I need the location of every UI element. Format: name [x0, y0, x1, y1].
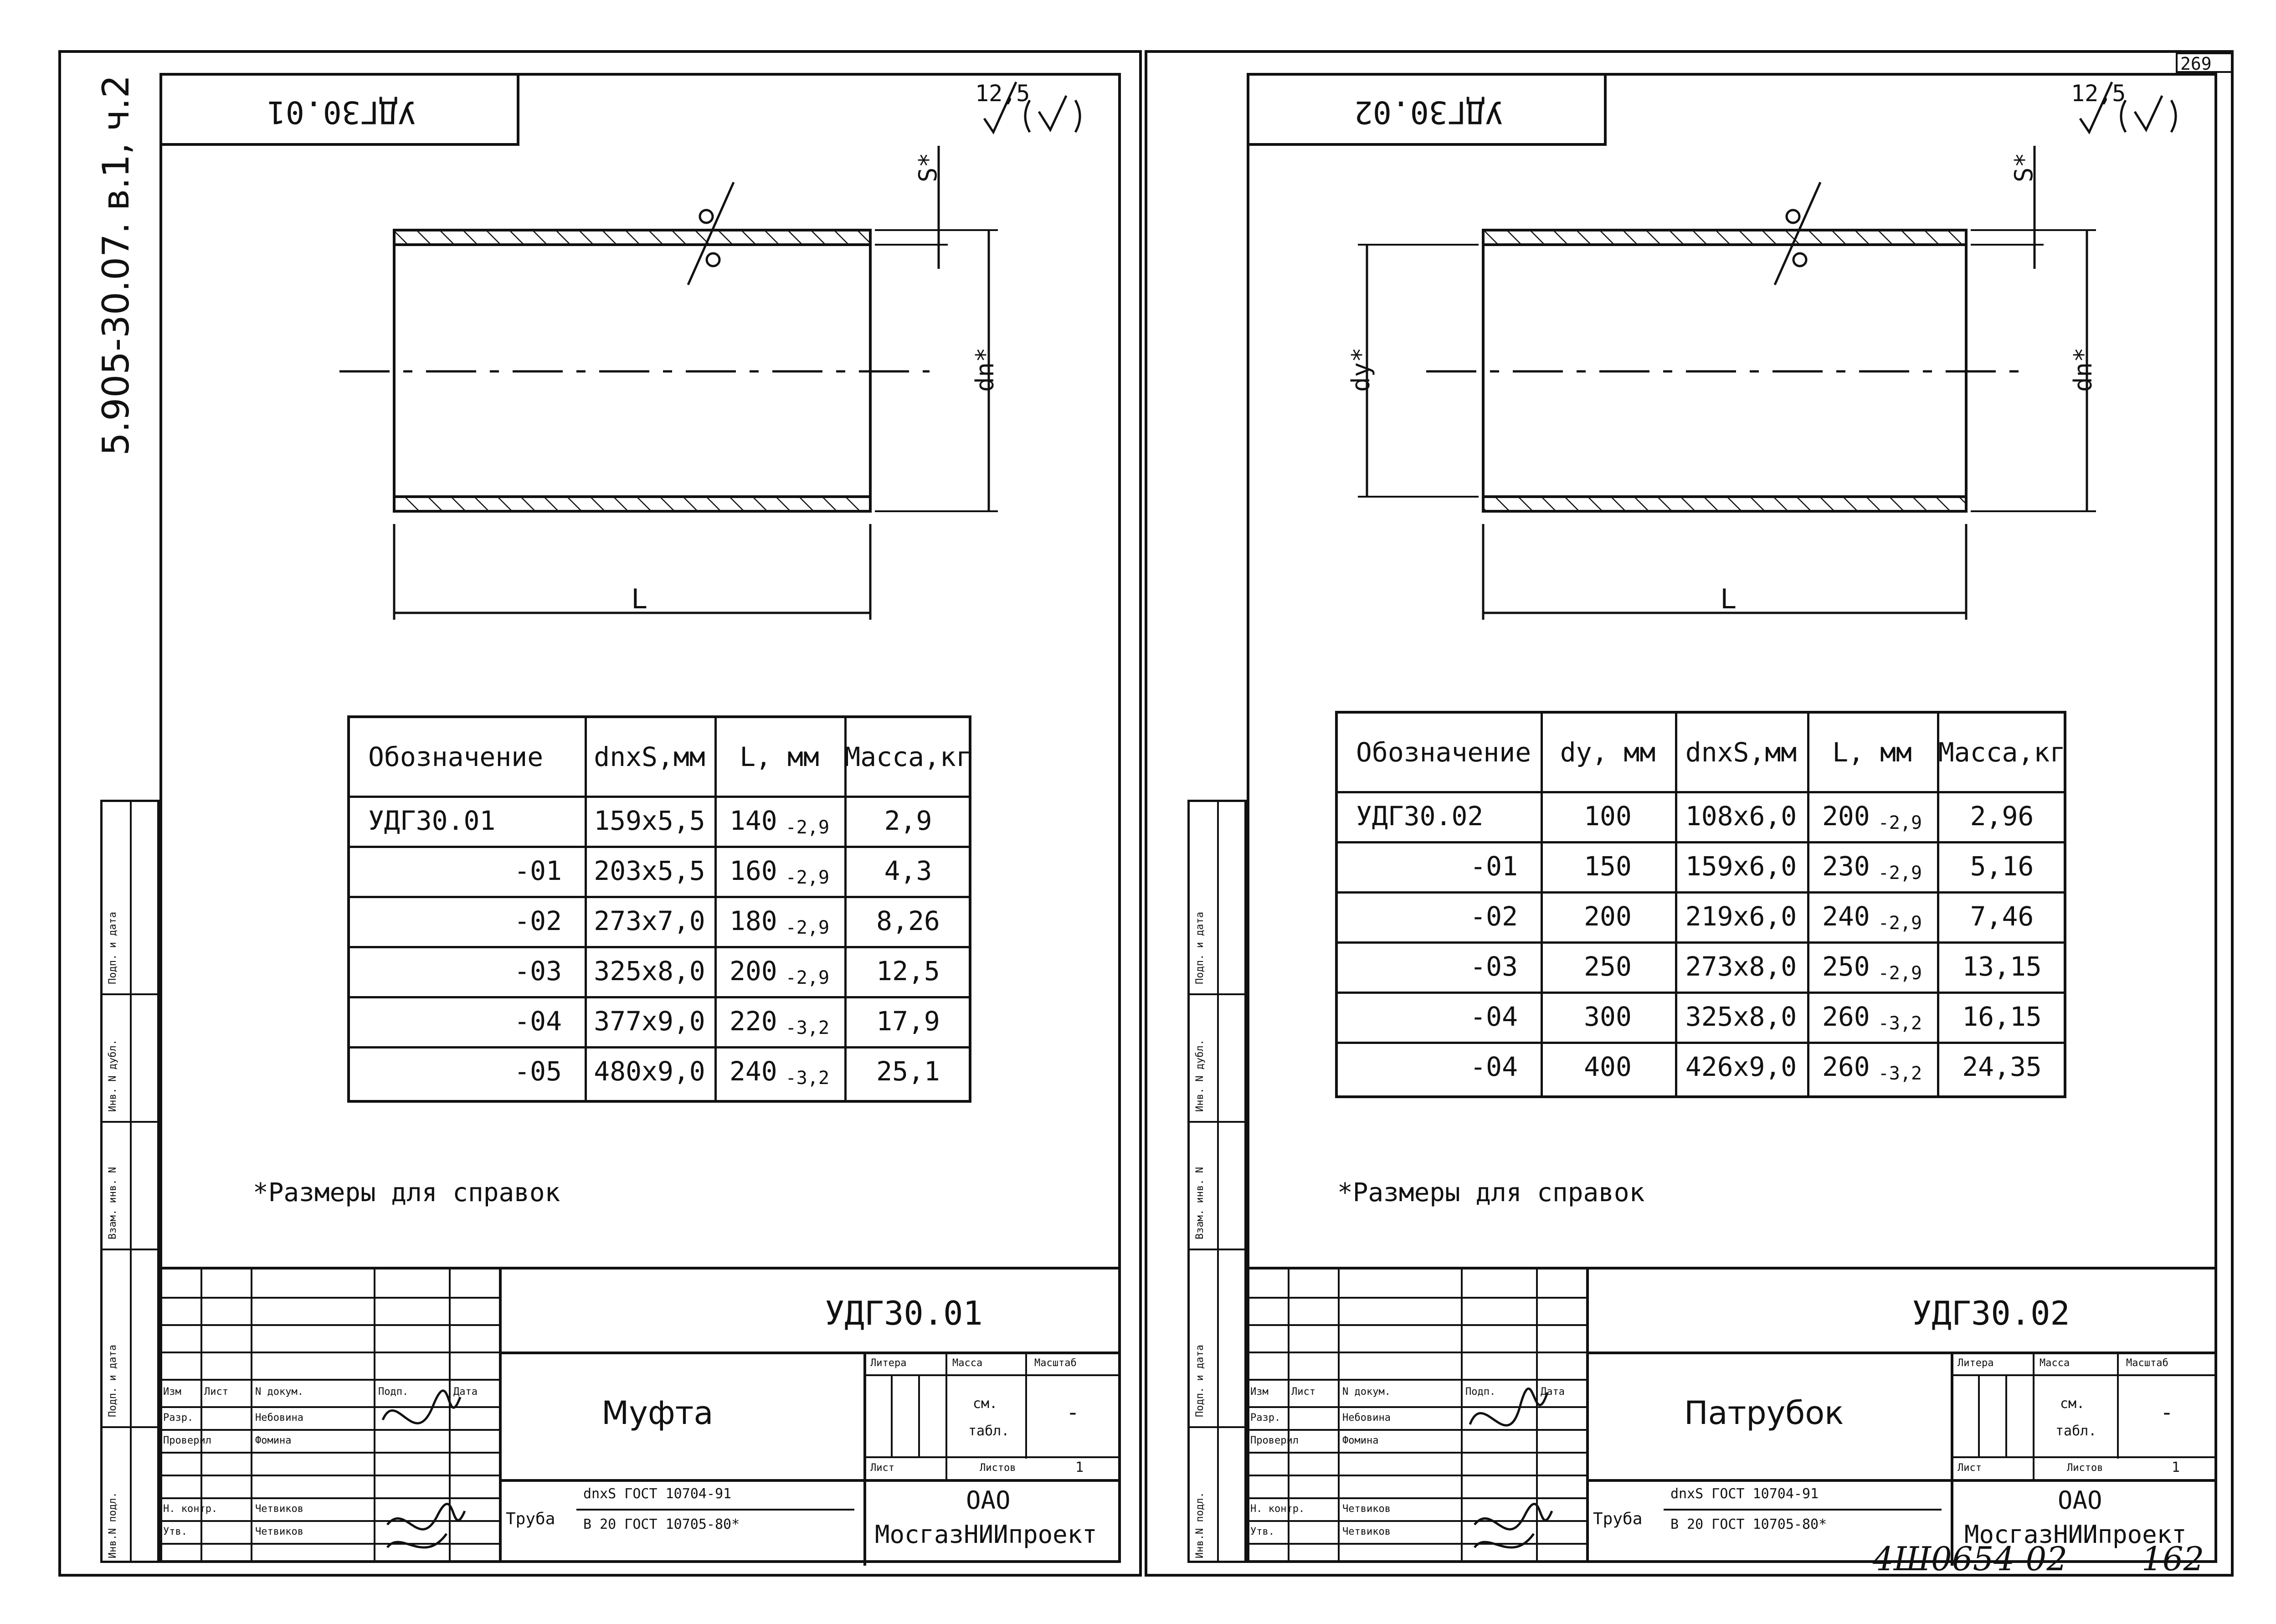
length-value: 140 — [729, 805, 777, 836]
table-cell-dns: 273x7,0 — [594, 905, 705, 936]
table-cell-mass: 16,15 — [1962, 1001, 2042, 1032]
length-value: 240 — [1822, 901, 1870, 932]
length-tolerance: -3,2 — [785, 1068, 830, 1089]
table-cell-designation: -03 — [1470, 951, 1518, 982]
stamp-sheet-label: Лист — [870, 1462, 894, 1474]
side-label-inv-podl: Инв.N подл. — [1194, 1492, 1206, 1558]
length-value: 250 — [1822, 951, 1870, 982]
stamp-col-list: Лист — [1291, 1386, 1315, 1398]
length-tolerance: -2,9 — [1878, 863, 1922, 884]
stamp-role: Утв. — [1250, 1526, 1274, 1537]
table-cell-mass: 7,46 — [1970, 901, 2034, 932]
stamp-role: Разр. — [1250, 1412, 1281, 1424]
right-dim-l: L — [1720, 583, 1737, 615]
stamp-sheets-value: 1 — [2172, 1460, 2180, 1475]
stamp-sheet-label: Лист — [1957, 1462, 1982, 1474]
stamp-material-top: dnxS ГОСТ 10704-91 — [1670, 1486, 1819, 1502]
stamp-person: Четвиков — [1342, 1503, 1391, 1515]
length-tolerance: -3,2 — [1878, 1063, 1922, 1084]
length-value: 220 — [729, 1006, 777, 1037]
length-tolerance: -3,2 — [785, 1018, 830, 1038]
stamp-col-izm: Изм — [163, 1386, 181, 1398]
length-value: 200 — [729, 956, 777, 987]
table-cell-length — [1807, 941, 1937, 992]
table-header: L, мм — [1832, 737, 1912, 768]
stamp-org-2: МосгазНИИпроект — [875, 1520, 1097, 1549]
length-tolerance: -2,9 — [785, 917, 830, 938]
stamp-col-sign: Подп. — [1465, 1386, 1496, 1398]
stamp-col-doc: N докум. — [1342, 1386, 1391, 1398]
stamp-col-doc: N докум. — [255, 1386, 303, 1398]
table-cell-length — [1807, 841, 1937, 891]
table-cell-mass: 25,1 — [876, 1056, 940, 1087]
stamp-role: Утв. — [163, 1526, 187, 1537]
stamp-mass-value-2: табл. — [2055, 1423, 2097, 1439]
length-tolerance: -2,9 — [785, 817, 830, 838]
side-label-inv-dubl: Инв. N дубл. — [1194, 1039, 1206, 1112]
stamp-role: Проверил — [163, 1435, 211, 1446]
table-header: dy, мм — [1560, 737, 1656, 768]
table-cell-length — [714, 796, 844, 846]
stamp-material-bottom: В 20 ГОСТ 10705-80* — [583, 1516, 740, 1532]
stamp-role: Н. контр. — [163, 1503, 218, 1515]
left-roughness-value: 12,5 — [975, 80, 1030, 107]
table-cell-dns: 219x6,0 — [1685, 901, 1797, 932]
stamp-sheets-label: Листов — [2067, 1462, 2103, 1474]
right-corner-code: УДГ30.02 — [1354, 94, 1504, 130]
stamp-col-date: Дата — [453, 1386, 478, 1398]
stamp-mass-value-1: см. — [2060, 1396, 2085, 1412]
right-side-strip — [1187, 800, 1247, 1563]
left-title-block — [159, 1267, 1121, 1563]
stamp-col-date: Дата — [1541, 1386, 1565, 1398]
table-cell-dns: 273x8,0 — [1685, 951, 1797, 982]
stamp-material-top: dnxS ГОСТ 10704-91 — [583, 1486, 732, 1502]
stamp-person: Фомина — [255, 1435, 292, 1446]
stamp-mass-value-2: табл. — [968, 1423, 1010, 1439]
archive-page: 162 — [2142, 1540, 2204, 1578]
stamp-material-prefix: Труба — [1593, 1510, 1643, 1528]
side-label-inv-dubl: Инв. N дубл. — [107, 1039, 118, 1112]
table-header: dnxS,мм — [1685, 737, 1797, 768]
stamp-role: Н. контр. — [1250, 1503, 1305, 1515]
length-value: 200 — [1822, 801, 1870, 832]
table-header: Обозначение — [1356, 737, 1531, 768]
table-cell-designation: -01 — [514, 855, 562, 886]
stamp-col-izm: Изм — [1250, 1386, 1269, 1398]
signature — [378, 1379, 469, 1561]
length-tolerance: -2,9 — [1878, 963, 1922, 984]
table-cell-dns: 108x6,0 — [1685, 801, 1797, 832]
table-cell-designation: УДГ30.02 — [1356, 801, 1484, 832]
archive-number: 4Ш0654-02 — [1873, 1540, 2068, 1578]
length-tolerance: -2,9 — [785, 867, 830, 888]
length-value: 260 — [1822, 1001, 1870, 1032]
table-header: Обозначение — [368, 741, 544, 772]
stamp-sheets-label: Листов — [980, 1462, 1016, 1474]
left-note: *Размеры для справок — [253, 1178, 560, 1208]
stamp-org-2: МосгазНИИпроект — [1964, 1520, 2187, 1549]
table-cell-dns: 426x9,0 — [1685, 1051, 1797, 1082]
table-header: dnxS,мм — [594, 741, 705, 772]
table-cell-dy: 400 — [1584, 1051, 1632, 1082]
right-dim-s: S* — [2009, 152, 2038, 182]
table-cell-dy: 100 — [1584, 801, 1632, 832]
length-tolerance: -2,9 — [1878, 913, 1922, 934]
side-label-vzam: Взам. инв. N — [1194, 1167, 1206, 1239]
table-cell-designation: -02 — [1470, 901, 1518, 932]
stamp-scale-label: Масштаб — [1034, 1357, 1077, 1369]
table-cell-dns: 480x9,0 — [594, 1056, 705, 1087]
left-dim-l: L — [631, 583, 648, 615]
stamp-scale-value: - — [2160, 1400, 2173, 1425]
stamp-mass-label: Масса — [2040, 1357, 2070, 1369]
table-cell-length — [714, 996, 844, 1046]
stamp-sheets-value: 1 — [1075, 1460, 1084, 1475]
stamp-col-sign: Подп. — [378, 1386, 409, 1398]
stamp-person: Фомина — [1342, 1435, 1379, 1446]
series-code: 5.905-30.07. в.1, ч.2 — [95, 75, 137, 456]
left-corner-code: УДГ30.01 — [267, 94, 416, 130]
side-label-sign-date-1: Подп. и дата — [1194, 912, 1206, 984]
table-cell-dns: 325x8,0 — [594, 956, 705, 987]
table-cell-dns: 377x9,0 — [594, 1006, 705, 1037]
stamp-lit-label: Литера — [870, 1357, 907, 1369]
left-side-strip — [100, 800, 159, 1563]
side-label-sign-date-2: Подп. и дата — [1194, 1345, 1206, 1417]
table-cell-length — [1807, 1042, 1937, 1092]
table-cell-mass: 2,96 — [1970, 801, 2034, 832]
stamp-scale-value: - — [1066, 1400, 1079, 1425]
stamp-person: Небовина — [255, 1412, 303, 1424]
right-note: *Размеры для справок — [1337, 1178, 1645, 1208]
side-label-sign-date-2: Подп. и дата — [107, 1345, 118, 1417]
stamp-person: Четвиков — [255, 1503, 303, 1515]
length-value: 240 — [729, 1056, 777, 1087]
left-dim-s: S* — [914, 152, 942, 182]
stamp-name: Патрубок — [1684, 1394, 1844, 1432]
table-cell-length — [714, 846, 844, 896]
length-value: 160 — [729, 855, 777, 886]
table-cell-designation: -04 — [1470, 1001, 1518, 1032]
stamp-mass-value-1: см. — [973, 1396, 998, 1412]
stamp-designation: УДГ30.02 — [1912, 1294, 2070, 1332]
table-cell-dy: 200 — [1584, 901, 1632, 932]
stamp-org-1: ОАО — [2058, 1486, 2102, 1515]
page-number: 269 — [2180, 54, 2212, 74]
table-header: Масса,кг — [1938, 737, 2066, 768]
side-label-sign-date-1: Подп. и дата — [107, 912, 118, 984]
right-title-block — [1247, 1267, 2217, 1563]
length-tolerance: -3,2 — [1878, 1013, 1922, 1034]
table-cell-length — [714, 1046, 844, 1096]
length-value: 180 — [729, 905, 777, 936]
table-cell-mass: 12,5 — [876, 956, 940, 987]
table-cell-mass: 17,9 — [876, 1006, 940, 1037]
stamp-material-bottom: В 20 ГОСТ 10705-80* — [1670, 1516, 1827, 1532]
stamp-mass-label: Масса — [952, 1357, 983, 1369]
right-dim-dy: dy* — [1346, 347, 1375, 392]
table-cell-length — [714, 896, 844, 946]
table-cell-designation: -03 — [514, 956, 562, 987]
table-cell-mass: 24,35 — [1962, 1051, 2042, 1082]
length-tolerance: -2,9 — [785, 967, 830, 988]
table-cell-mass: 8,26 — [876, 905, 940, 936]
right-dim-dn: dn* — [2069, 347, 2097, 392]
right-pipe-drawing — [0, 0, 2233, 684]
length-value: 230 — [1822, 851, 1870, 882]
stamp-role: Разр. — [163, 1412, 194, 1424]
stamp-person: Четвиков — [255, 1526, 303, 1537]
stamp-role: Проверил — [1250, 1435, 1299, 1446]
table-cell-dns: 325x8,0 — [1685, 1001, 1797, 1032]
stamp-material-prefix: Труба — [506, 1510, 555, 1528]
table-cell-dns: 159x6,0 — [1685, 851, 1797, 882]
table-cell-mass: 4,3 — [884, 855, 932, 886]
table-cell-dns: 159x5,5 — [594, 805, 705, 836]
table-cell-designation: -05 — [514, 1056, 562, 1087]
table-cell-dy: 150 — [1584, 851, 1632, 882]
table-cell-designation: -04 — [1470, 1051, 1518, 1082]
stamp-designation: УДГ30.01 — [825, 1294, 983, 1332]
table-cell-length — [1807, 992, 1937, 1042]
right-roughness-value: 12,5 — [2071, 80, 2126, 107]
stamp-col-list: Лист — [204, 1386, 228, 1398]
left-dim-dn: dn* — [971, 347, 999, 392]
table-cell-mass: 5,16 — [1970, 851, 2034, 882]
side-label-vzam: Взам. инв. N — [107, 1167, 118, 1239]
signature — [1465, 1379, 1557, 1561]
table-cell-length — [1807, 891, 1937, 941]
table-cell-mass: 2,9 — [884, 805, 932, 836]
table-cell-designation: -04 — [514, 1006, 562, 1037]
stamp-name: Муфта — [601, 1394, 714, 1432]
stamp-person: Небовина — [1342, 1412, 1391, 1424]
table-cell-dy: 250 — [1584, 951, 1632, 982]
stamp-lit-label: Литера — [1957, 1357, 1994, 1369]
table-cell-designation: УДГ30.01 — [368, 805, 496, 836]
right-spec-table — [1335, 711, 2066, 1098]
table-header: Масса,кг — [844, 741, 972, 772]
stamp-person: Четвиков — [1342, 1526, 1391, 1537]
stamp-org-1: ОАО — [966, 1486, 1011, 1515]
length-tolerance: -2,9 — [1878, 812, 1922, 833]
left-spec-table — [347, 715, 971, 1103]
table-cell-dy: 300 — [1584, 1001, 1632, 1032]
table-cell-dns: 203x5,5 — [594, 855, 705, 886]
table-cell-designation: -02 — [514, 905, 562, 936]
length-value: 260 — [1822, 1051, 1870, 1082]
table-cell-length — [714, 946, 844, 996]
table-cell-length — [1807, 791, 1937, 841]
table-header: L, мм — [740, 741, 819, 772]
stamp-scale-label: Масштаб — [2126, 1357, 2168, 1369]
table-cell-designation: -01 — [1470, 851, 1518, 882]
side-label-inv-podl: Инв.N подл. — [107, 1492, 118, 1558]
table-cell-mass: 13,15 — [1962, 951, 2042, 982]
